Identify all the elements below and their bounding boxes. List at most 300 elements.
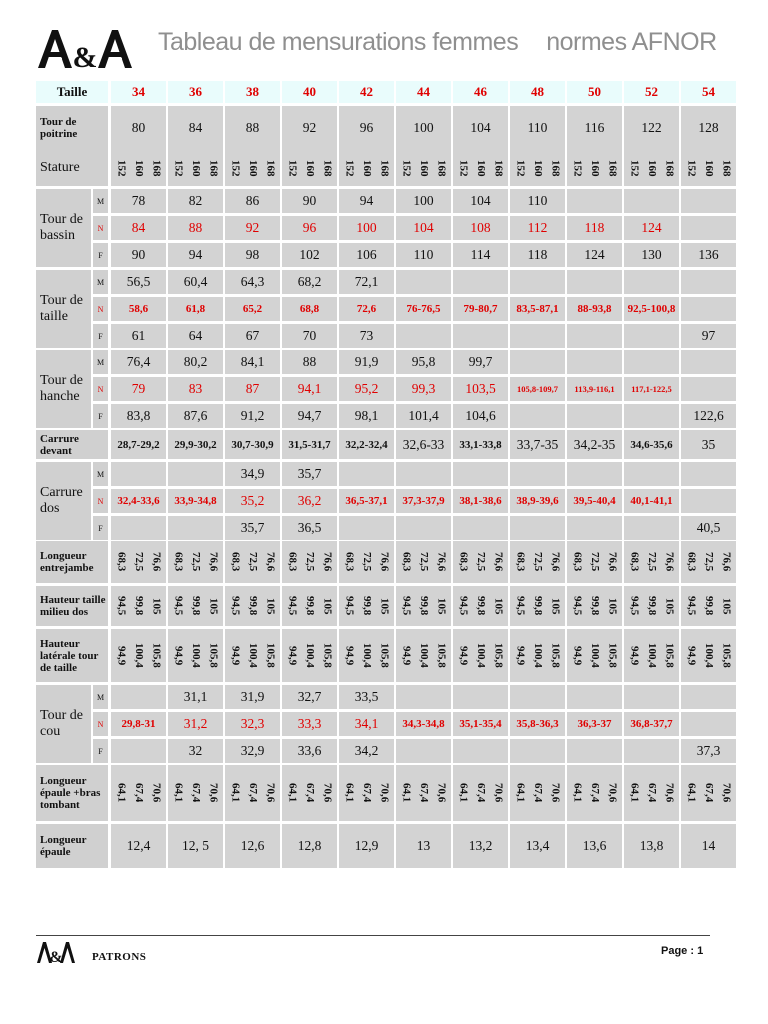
cell-cou-n: 29,8-31 (111, 712, 166, 736)
triple-value: 76,6 (435, 552, 448, 572)
cell-hanche-m: 99,7 (453, 350, 508, 374)
triple-value: 100,4 (474, 643, 487, 668)
cell-cou-m (510, 685, 565, 709)
triple-value: 64,1 (229, 783, 242, 803)
triple-value: 67,4 (189, 783, 202, 803)
cell-stature-group (681, 150, 736, 186)
cell-cou-f (396, 739, 451, 763)
cell-taille-f: 97 (681, 324, 736, 348)
cell-stature-group (510, 150, 565, 186)
triple-value: 105,8 (435, 643, 448, 668)
cell-bassin-f: 102 (282, 243, 337, 267)
triple-value: 68,3 (229, 552, 242, 572)
cell-carrure_devant: 33,7-35 (510, 430, 565, 459)
cell-hanche-f: 94,7 (282, 404, 337, 428)
cell-epaule: 13 (396, 824, 451, 868)
cell-epaule: 13,4 (510, 824, 565, 868)
cell-hanche-f: 104,6 (453, 404, 508, 428)
cell-bassin-n: 100 (339, 216, 394, 240)
cell-entrejambe-group (111, 541, 166, 583)
triple-value: 105,8 (150, 643, 163, 668)
triple-value: 76,6 (492, 552, 505, 572)
triple-value: 94,5 (229, 596, 242, 616)
cell-carrure_dos-n: 36,5-37,1 (339, 489, 394, 513)
cell-carrure_dos-n: 33,9-34,8 (168, 489, 223, 513)
page-title: Tableau de mensurations femmes normes AFNOR (158, 28, 717, 56)
triple-value: 168 (606, 159, 619, 177)
triple-value: 70,6 (549, 783, 562, 803)
cell-entrejambe-group (339, 541, 394, 583)
sub-label-m: M (93, 462, 108, 486)
cell-carrure_devant: 33,1-33,8 (453, 430, 508, 459)
triple-value: 70,6 (150, 783, 163, 803)
cell-hanche-f: 98,1 (339, 404, 394, 428)
cell-milieu_dos-group (225, 586, 280, 626)
size-header: 36 (168, 81, 223, 103)
cell-bras-group (624, 765, 679, 821)
cell-taille-m (624, 270, 679, 294)
triple-value: 100,4 (588, 643, 601, 668)
cell-poitrine: 116 (567, 106, 622, 150)
cell-entrejambe-group (225, 541, 280, 583)
triple-value: 100,4 (246, 643, 259, 668)
cell-cou-m: 32,7 (282, 685, 337, 709)
cell-hanche-f: 122,6 (681, 404, 736, 428)
size-header: 42 (339, 81, 394, 103)
triple-value: 105 (435, 597, 448, 615)
cell-hanche-f: 91,2 (225, 404, 280, 428)
cell-milieu_dos-group (339, 586, 394, 626)
cell-hanche-n: 117,1-122,5 (624, 377, 679, 401)
size-header: 52 (624, 81, 679, 103)
cell-bassin-n (681, 216, 736, 240)
cell-taille-f (453, 324, 508, 348)
cell-hanche-m: 95,8 (396, 350, 451, 374)
cell-hanche-n: 94,1 (282, 377, 337, 401)
triple-value: 94,5 (115, 596, 128, 616)
triple-value: 99,8 (417, 596, 430, 616)
cell-epaule: 13,6 (567, 824, 622, 868)
triple-value: 72,5 (645, 552, 658, 572)
cell-cou-m (624, 685, 679, 709)
triple-value: 99,8 (246, 596, 259, 616)
cell-bassin-m: 86 (225, 189, 280, 213)
sub-label-f: F (93, 739, 108, 763)
cell-bassin-m: 90 (282, 189, 337, 213)
triple-value: 94,5 (514, 596, 527, 616)
triple-value: 94,9 (172, 645, 185, 666)
triple-value: 70,6 (720, 783, 733, 803)
cell-bassin-f: 106 (339, 243, 394, 267)
triple-value: 105 (321, 597, 334, 615)
triple-value: 67,4 (417, 783, 430, 803)
cell-cou-f: 33,6 (282, 739, 337, 763)
size-header: 34 (111, 81, 166, 103)
triple-value: 68,3 (571, 552, 584, 572)
cell-carrure_dos-f: 40,5 (681, 516, 736, 540)
triple-value: 160 (360, 159, 373, 177)
cell-entrejambe-group (681, 541, 736, 583)
cell-carrure_dos-f: 36,5 (282, 516, 337, 540)
page-number: Page : 1 (661, 945, 704, 957)
cell-entrejambe-group (567, 541, 622, 583)
cell-carrure_dos-m (681, 462, 736, 486)
cell-hanche-f: 101,4 (396, 404, 451, 428)
cell-cou-m (396, 685, 451, 709)
cell-taille-f: 70 (282, 324, 337, 348)
cell-laterale-group (453, 629, 508, 682)
triple-value: 94,5 (571, 596, 584, 616)
cell-bassin-n: 84 (111, 216, 166, 240)
cell-carrure_dos-f (339, 516, 394, 540)
footer-divider (36, 935, 710, 936)
sub-label-m: M (93, 189, 108, 213)
cell-hanche-n: 83 (168, 377, 223, 401)
cell-bassin-f: 130 (624, 243, 679, 267)
size-header: 46 (453, 81, 508, 103)
cell-taille-n: 61,8 (168, 297, 223, 321)
cell-hanche-f (567, 404, 622, 428)
row-label-milieu_dos: Hauteur taille milieu dos (36, 586, 108, 626)
cell-hanche-m (567, 350, 622, 374)
cell-carrure_dos-f (453, 516, 508, 540)
cell-taille-f: 67 (225, 324, 280, 348)
cell-bassin-n: 108 (453, 216, 508, 240)
triple-value: 68,3 (172, 552, 185, 572)
triple-value: 70,6 (492, 783, 505, 803)
size-header: 40 (282, 81, 337, 103)
cell-bassin-f: 118 (510, 243, 565, 267)
cell-taille-m: 64,3 (225, 270, 280, 294)
cell-carrure_devant: 29,9-30,2 (168, 430, 223, 459)
triple-value: 64,1 (343, 783, 356, 803)
cell-bassin-f: 136 (681, 243, 736, 267)
cell-carrure_dos-f: 35,7 (225, 516, 280, 540)
sub-label-m: M (93, 685, 108, 709)
cell-laterale-group (168, 629, 223, 682)
triple-value: 152 (229, 159, 242, 177)
triple-value: 99,8 (531, 596, 544, 616)
triple-value: 72,5 (588, 552, 601, 572)
triple-value: 160 (189, 159, 202, 177)
cell-cou-n: 31,2 (168, 712, 223, 736)
cell-laterale-group (681, 629, 736, 682)
cell-taille-n: 65,2 (225, 297, 280, 321)
triple-value: 105 (207, 597, 220, 615)
triple-value: 76,6 (378, 552, 391, 572)
triple-value: 94,9 (571, 645, 584, 666)
triple-value: 152 (400, 159, 413, 177)
triple-value: 67,4 (360, 783, 373, 803)
triple-value: 105 (492, 597, 505, 615)
triple-value: 99,8 (474, 596, 487, 616)
triple-value: 105,8 (207, 643, 220, 668)
cell-carrure_dos-f (396, 516, 451, 540)
triple-value: 105,8 (321, 643, 334, 668)
cell-bassin-m: 78 (111, 189, 166, 213)
triple-value: 168 (150, 159, 163, 177)
cell-hanche-m: 91,9 (339, 350, 394, 374)
triple-value: 76,6 (549, 552, 562, 572)
cell-bassin-m: 94 (339, 189, 394, 213)
triple-value: 105,8 (378, 643, 391, 668)
triple-value: 99,8 (588, 596, 601, 616)
brand-logo (36, 26, 132, 70)
row-label-poitrine: Tour de poitrine (36, 106, 108, 150)
triple-value: 152 (628, 159, 641, 177)
triple-value: 152 (172, 159, 185, 177)
triple-value: 152 (343, 159, 356, 177)
triple-value: 100,4 (189, 643, 202, 668)
cell-carrure_dos-m (396, 462, 451, 486)
triple-value: 99,8 (132, 596, 145, 616)
cell-stature-group (111, 150, 166, 186)
triple-value: 94,9 (685, 645, 698, 666)
triple-value: 105 (378, 597, 391, 615)
cell-bassin-f: 110 (396, 243, 451, 267)
cell-taille-m (681, 270, 736, 294)
cell-cou-m (111, 685, 166, 709)
cell-milieu_dos-group (567, 586, 622, 626)
triple-value: 105 (264, 597, 277, 615)
triple-value: 68,3 (685, 552, 698, 572)
triple-value: 64,1 (172, 783, 185, 803)
cell-poitrine: 88 (225, 106, 280, 150)
triple-value: 70,6 (435, 783, 448, 803)
row-label-carrure_dos: Carrure dos (36, 462, 91, 540)
cell-carrure_dos-n: 35,2 (225, 489, 280, 513)
cell-bras-group (225, 765, 280, 821)
cell-laterale-group (111, 629, 166, 682)
cell-bras-group (510, 765, 565, 821)
cell-epaule: 12,6 (225, 824, 280, 868)
triple-value: 76,6 (606, 552, 619, 572)
triple-value: 70,6 (606, 783, 619, 803)
triple-value: 168 (321, 159, 334, 177)
triple-value: 160 (474, 159, 487, 177)
triple-value: 100,4 (417, 643, 430, 668)
triple-value: 64,1 (685, 783, 698, 803)
cell-taille-n: 92,5-100,8 (624, 297, 679, 321)
cell-carrure_dos-m (168, 462, 223, 486)
cell-bassin-f: 98 (225, 243, 280, 267)
triple-value: 76,6 (663, 552, 676, 572)
cell-bassin-n: 96 (282, 216, 337, 240)
triple-value: 76,6 (264, 552, 277, 572)
cell-epaule: 12, 5 (168, 824, 223, 868)
cell-taille-m: 68,2 (282, 270, 337, 294)
cell-carrure_devant: 28,7-29,2 (111, 430, 166, 459)
cell-taille-m (567, 270, 622, 294)
triple-value: 64,1 (628, 783, 641, 803)
cell-entrejambe-group (282, 541, 337, 583)
cell-entrejambe-group (396, 541, 451, 583)
cell-hanche-n: 99,3 (396, 377, 451, 401)
row-label-laterale: Hauteur latérale tour de taille (36, 629, 108, 682)
triple-value: 70,6 (663, 783, 676, 803)
sub-label-f: F (93, 404, 108, 428)
cell-epaule: 12,9 (339, 824, 394, 868)
triple-value: 94,5 (172, 596, 185, 616)
cell-bassin-n: 88 (168, 216, 223, 240)
sub-label-f: F (93, 516, 108, 540)
cell-bassin-m (681, 189, 736, 213)
cell-taille-m (396, 270, 451, 294)
cell-milieu_dos-group (681, 586, 736, 626)
row-label-epaule: Longueur épaule (36, 824, 108, 868)
triple-value: 94,5 (628, 596, 641, 616)
triple-value: 94,9 (400, 645, 413, 666)
triple-value: 152 (115, 159, 128, 177)
cell-bras-group (339, 765, 394, 821)
sub-label-n: N (93, 216, 108, 240)
cell-carrure_dos-n: 38,9-39,6 (510, 489, 565, 513)
cell-cou-n: 34,1 (339, 712, 394, 736)
cell-taille-n: 68,8 (282, 297, 337, 321)
triple-value: 67,4 (303, 783, 316, 803)
cell-poitrine: 110 (510, 106, 565, 150)
cell-taille-f (396, 324, 451, 348)
cell-taille-f: 64 (168, 324, 223, 348)
cell-carrure_devant: 30,7-30,9 (225, 430, 280, 459)
cell-carrure_dos-m (624, 462, 679, 486)
triple-value: 105 (606, 597, 619, 615)
cell-stature-group (624, 150, 679, 186)
triple-value: 72,5 (246, 552, 259, 572)
size-header: 38 (225, 81, 280, 103)
cell-poitrine: 96 (339, 106, 394, 150)
triple-value: 100,4 (303, 643, 316, 668)
cell-bassin-f: 90 (111, 243, 166, 267)
triple-value: 94,5 (286, 596, 299, 616)
cell-cou-n: 32,3 (225, 712, 280, 736)
cell-cou-n: 36,8-37,7 (624, 712, 679, 736)
cell-carrure_devant: 35 (681, 430, 736, 459)
sub-label-f: F (93, 324, 108, 348)
cell-bassin-n: 104 (396, 216, 451, 240)
cell-taille-m: 56,5 (111, 270, 166, 294)
cell-taille-m (510, 270, 565, 294)
sub-label-f: F (93, 243, 108, 267)
cell-bassin-m: 110 (510, 189, 565, 213)
cell-epaule: 12,4 (111, 824, 166, 868)
triple-value: 72,5 (531, 552, 544, 572)
footer-logo (36, 940, 76, 964)
sub-label-m: M (93, 350, 108, 374)
cell-taille-m: 72,1 (339, 270, 394, 294)
cell-cou-n: 36,3-37 (567, 712, 622, 736)
triple-value: 152 (685, 159, 698, 177)
cell-bras-group (453, 765, 508, 821)
triple-value: 105 (663, 597, 676, 615)
cell-carrure_dos-f (510, 516, 565, 540)
triple-value: 70,6 (378, 783, 391, 803)
cell-cou-m (453, 685, 508, 709)
cell-carrure_dos-n: 39,5-40,4 (567, 489, 622, 513)
cell-taille-n: 83,5-87,1 (510, 297, 565, 321)
row-label-taille: Tour de taille (36, 270, 91, 348)
triple-value: 168 (207, 159, 220, 177)
triple-value: 94,5 (400, 596, 413, 616)
triple-value: 168 (492, 159, 505, 177)
cell-poitrine: 80 (111, 106, 166, 150)
cell-cou-f: 32,9 (225, 739, 280, 763)
cell-hanche-m: 80,2 (168, 350, 223, 374)
cell-cou-n: 35,8-36,3 (510, 712, 565, 736)
triple-value: 94,9 (229, 645, 242, 666)
size-header: 50 (567, 81, 622, 103)
triple-value: 72,5 (417, 552, 430, 572)
triple-value: 72,5 (132, 552, 145, 572)
cell-milieu_dos-group (282, 586, 337, 626)
triple-value: 152 (571, 159, 584, 177)
cell-epaule: 12,8 (282, 824, 337, 868)
cell-poitrine: 128 (681, 106, 736, 150)
cell-hanche-n: 95,2 (339, 377, 394, 401)
triple-value: 94,9 (457, 645, 470, 666)
cell-milieu_dos-group (111, 586, 166, 626)
cell-bassin-f: 124 (567, 243, 622, 267)
sub-label-m: M (93, 270, 108, 294)
cell-hanche-n: 113,9-116,1 (567, 377, 622, 401)
cell-taille-f (510, 324, 565, 348)
size-header: 48 (510, 81, 565, 103)
row-label-cou: Tour de cou (36, 685, 91, 763)
triple-value: 64,1 (514, 783, 527, 803)
triple-value: 76,6 (720, 552, 733, 572)
triple-value: 105,8 (492, 643, 505, 668)
cell-hanche-m: 76,4 (111, 350, 166, 374)
cell-hanche-f (510, 404, 565, 428)
triple-value: 70,6 (207, 783, 220, 803)
triple-value: 94,5 (343, 596, 356, 616)
cell-hanche-n: 105,8-109,7 (510, 377, 565, 401)
cell-milieu_dos-group (168, 586, 223, 626)
triple-value: 168 (264, 159, 277, 177)
cell-bassin-m: 104 (453, 189, 508, 213)
cell-carrure_dos-n: 37,3-37,9 (396, 489, 451, 513)
cell-hanche-f: 87,6 (168, 404, 223, 428)
cell-cou-n: 35,1-35,4 (453, 712, 508, 736)
cell-cou-f (111, 739, 166, 763)
triple-value: 99,8 (303, 596, 316, 616)
triple-value: 70,6 (264, 783, 277, 803)
size-header: 54 (681, 81, 736, 103)
triple-value: 67,4 (474, 783, 487, 803)
cell-bassin-n: 124 (624, 216, 679, 240)
triple-value: 67,4 (132, 783, 145, 803)
cell-hanche-m: 88 (282, 350, 337, 374)
cell-cou-n: 33,3 (282, 712, 337, 736)
cell-laterale-group (510, 629, 565, 682)
cell-carrure_dos-m: 35,7 (282, 462, 337, 486)
cell-carrure_dos-n: 32,4-33,6 (111, 489, 166, 513)
cell-cou-n (681, 712, 736, 736)
triple-value: 94,5 (685, 596, 698, 616)
cell-hanche-m (624, 350, 679, 374)
cell-taille-m: 60,4 (168, 270, 223, 294)
triple-value: 100,4 (132, 643, 145, 668)
triple-value: 94,9 (343, 645, 356, 666)
cell-cou-f (567, 739, 622, 763)
cell-stature-group (225, 150, 280, 186)
triple-value: 100,4 (360, 643, 373, 668)
cell-carrure_dos-m (111, 462, 166, 486)
cell-milieu_dos-group (453, 586, 508, 626)
cell-cou-n: 34,3-34,8 (396, 712, 451, 736)
triple-value: 99,8 (189, 596, 202, 616)
cell-laterale-group (624, 629, 679, 682)
